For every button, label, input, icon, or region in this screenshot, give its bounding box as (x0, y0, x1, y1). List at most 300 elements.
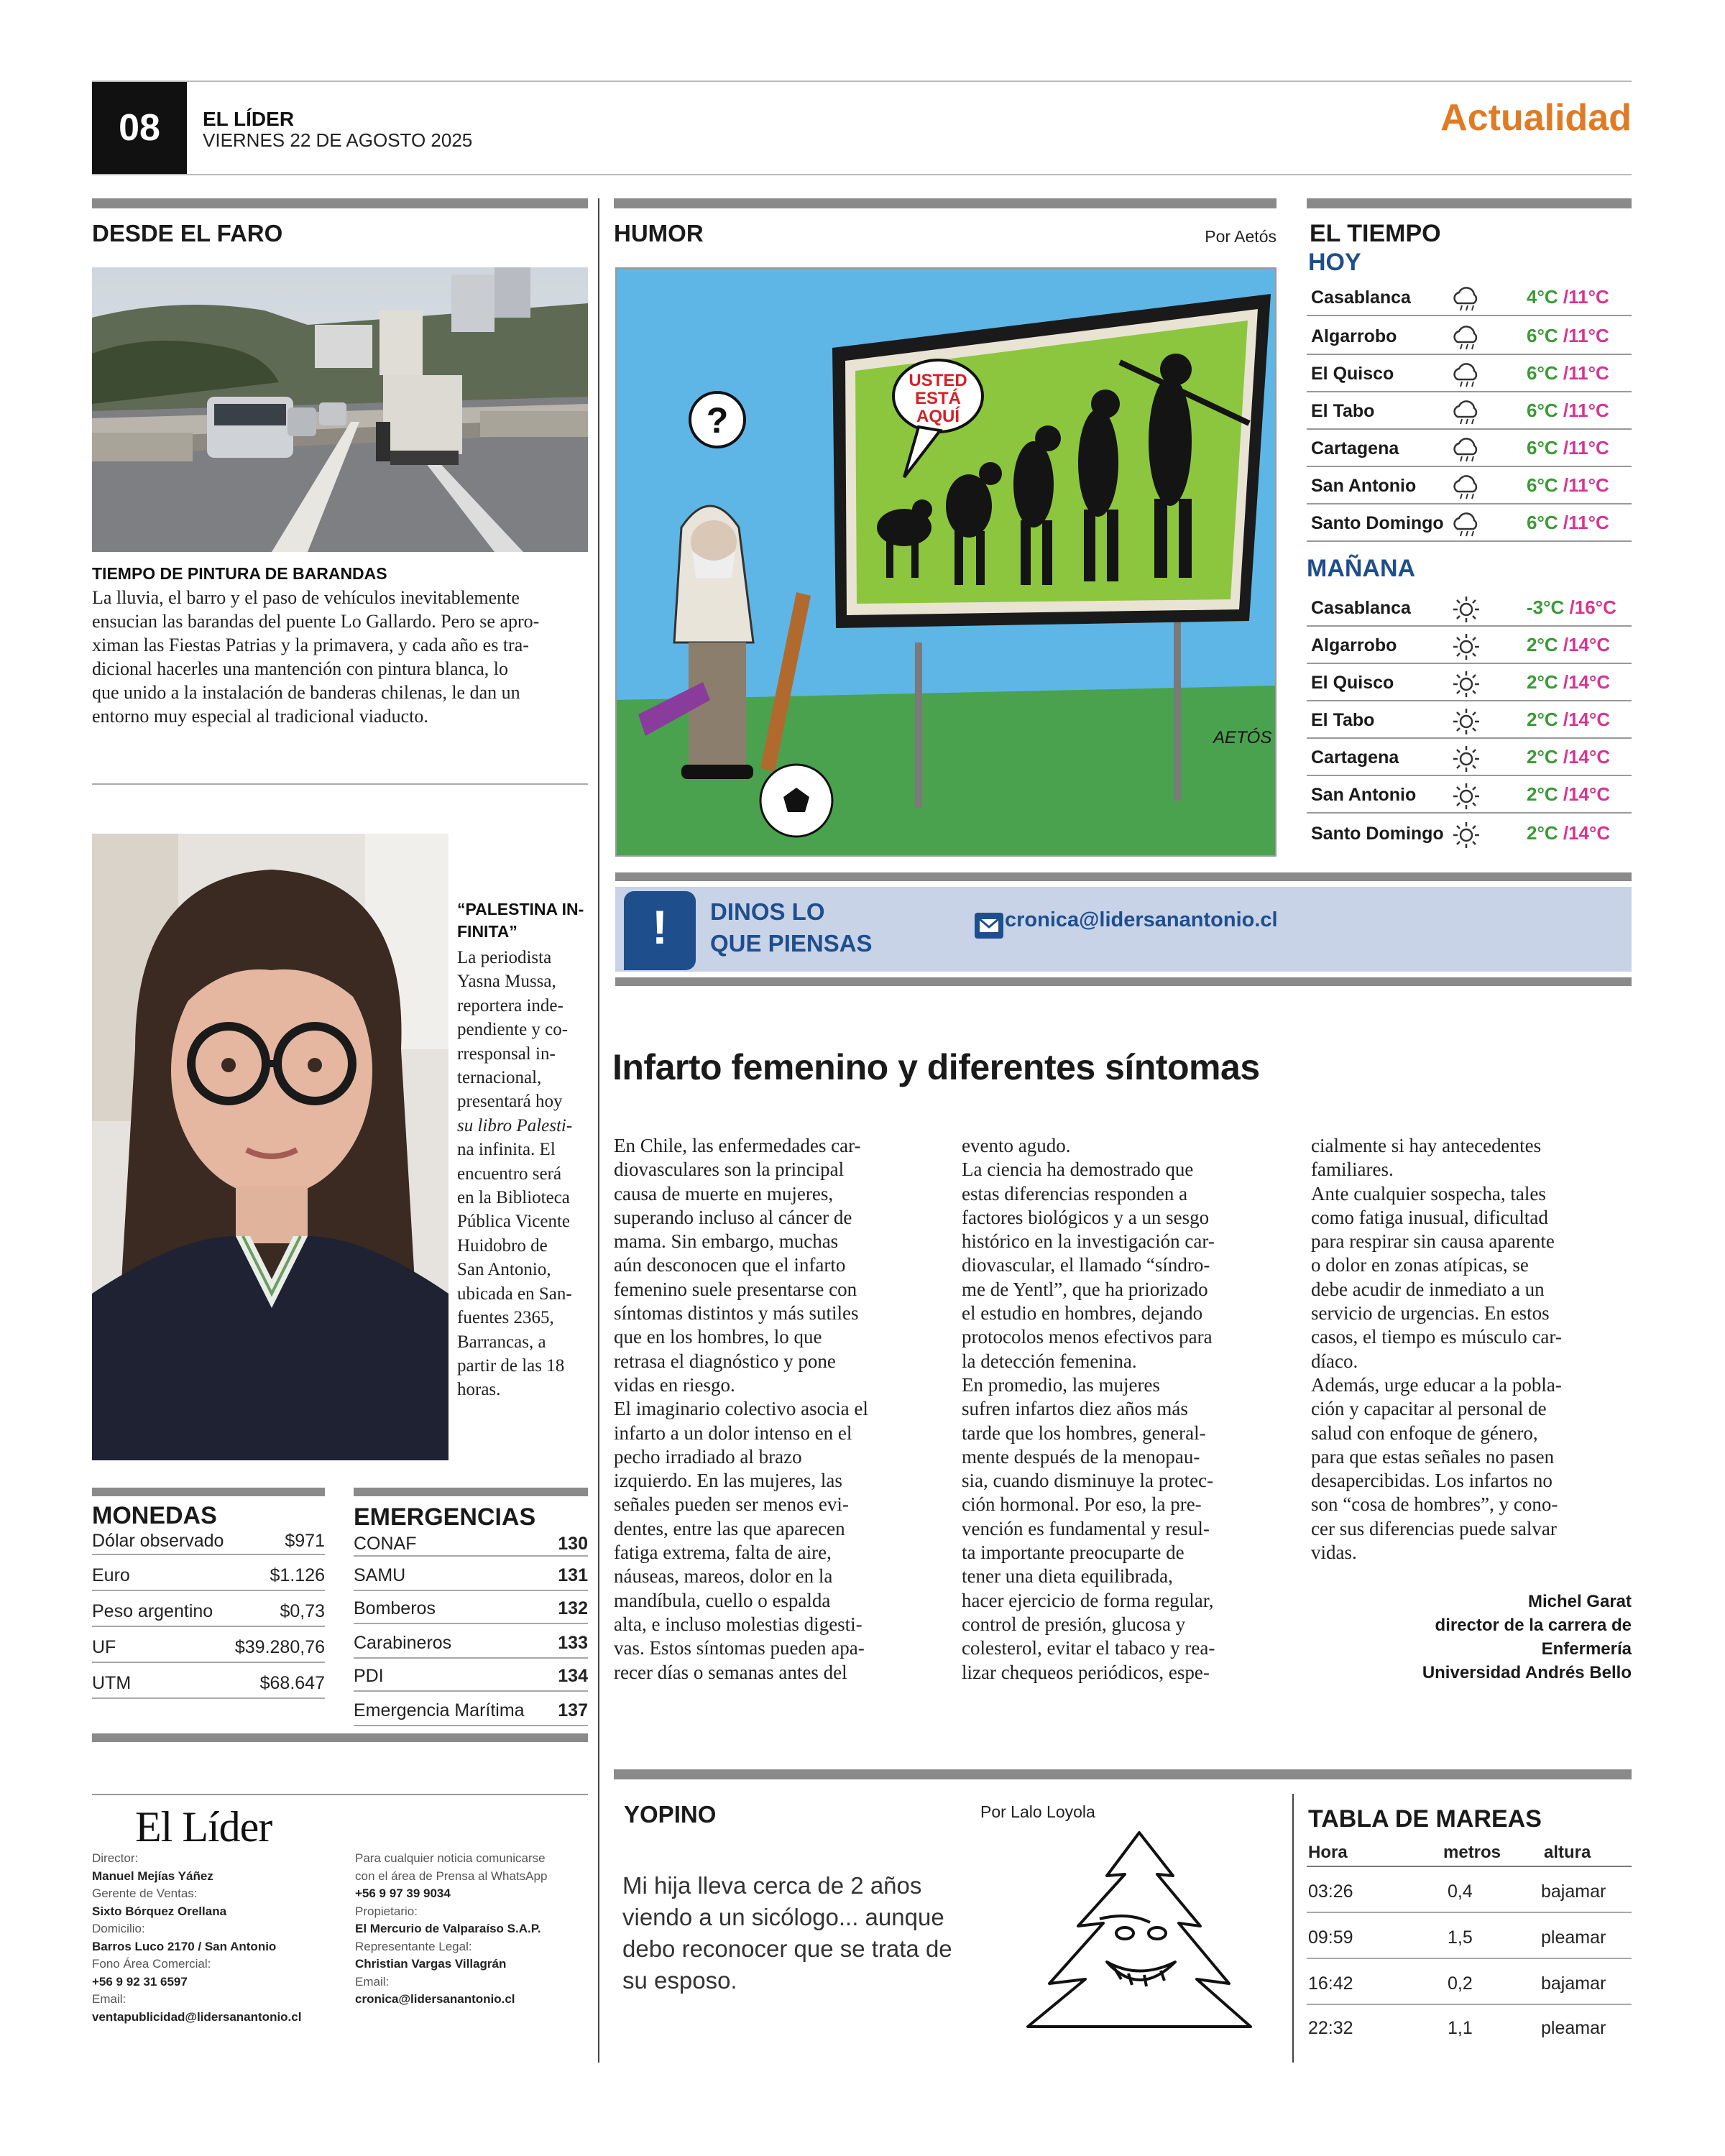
temp-max: 11°C (1568, 512, 1609, 533)
weather-city: El Quisco (1311, 673, 1394, 693)
staff-value: cronica@lidersanantonio.cl (355, 1992, 515, 2006)
staff-label: Email: (92, 1992, 126, 2006)
staff-value: Barros Luco 2170 / San Antonio (92, 1939, 277, 1953)
palestina-title-line: FINITA” (457, 922, 518, 941)
header-bottom-rule (92, 174, 1632, 175)
faro-line: ximan las Fiestas Patrias y la primavera, y cada año es tra- (92, 635, 529, 655)
weather-temp: 6°C /11°C (1527, 474, 1609, 496)
temp-max: 14°C (1568, 634, 1611, 655)
weather-city: Santo Domingo (1311, 513, 1444, 533)
tide-hora: 03:26 (1308, 1881, 1353, 1902)
article-line: pecho irradiado al brazo (614, 1445, 802, 1468)
tide-altura: bajamar (1541, 1973, 1606, 1994)
manana-label: MAÑANA (1307, 555, 1416, 582)
palestina-line: reportera inde- (457, 995, 564, 1015)
staff-logo: El Líder (135, 1803, 272, 1851)
temp-min: 6°C (1527, 400, 1558, 421)
faro-photo (92, 267, 588, 552)
weather-temp: 2°C /14°C (1527, 634, 1611, 655)
article-line: cer sus diferencias puede salvar (1311, 1517, 1557, 1539)
faro-heading: DESDE EL FARO (92, 220, 283, 247)
article-line: alta, e incluso molestias digesti- (614, 1613, 862, 1635)
temp-max: 14°C (1568, 822, 1611, 844)
faro-line: entorno muy especial al tradicional viaducto. (92, 706, 428, 727)
yopino-line: su esposo. (622, 1967, 737, 1994)
article-line: son “cosa de hombres”, y cono- (1311, 1493, 1558, 1516)
emergencias-heading: EMERGENCIAS (354, 1503, 536, 1531)
staff-label: Director: (92, 1851, 139, 1865)
monedas-row (92, 1593, 325, 1627)
rain-cloud-icon (1450, 359, 1482, 391)
temp-max: 11°C (1568, 286, 1609, 308)
weather-row (1307, 505, 1632, 542)
page-number-box (92, 82, 187, 174)
temp-min: 4°C (1527, 286, 1558, 308)
temp-min: 6°C (1527, 325, 1558, 346)
palestina-line: rresponsal in- (457, 1044, 556, 1064)
palestina-title-line: “PALESTINA IN- (457, 900, 584, 918)
temp-max: 11°C (1568, 325, 1609, 346)
weather-temp: 6°C /11°C (1527, 512, 1609, 533)
weather-city: El Tabo (1311, 710, 1375, 730)
temp-min: -3°C (1527, 596, 1565, 618)
mareas-col-hora: Hora (1308, 1843, 1348, 1862)
weather-row (1307, 776, 1632, 814)
article-line: mandíbula, cuello o espalda (614, 1589, 831, 1611)
article-line: servicio de urgencias. En estos (1311, 1302, 1550, 1325)
weather-city: El Quisco (1311, 364, 1394, 384)
emergencia-label: Bomberos (354, 1598, 436, 1618)
emergencia-number: 132 (558, 1598, 588, 1618)
palestina-line: Yasna Mussa, (457, 972, 556, 992)
author-name: Michel Garat (1527, 1592, 1632, 1611)
humor-sign-text-line: ESTÁ (914, 389, 962, 408)
emergencia-number: 133 (558, 1633, 588, 1653)
palestina-line: en la Biblioteca (457, 1188, 570, 1208)
yopino-line: viendo a un sicólogo... aunque (622, 1904, 944, 1930)
article-line: tener una dieta equilibrada, (962, 1565, 1173, 1588)
article-line: desapercibidas. Los infartos no (1311, 1470, 1552, 1492)
article-line: lizar chequeos periódicos, espe- (962, 1661, 1210, 1683)
tide-hora: 22:32 (1308, 2018, 1353, 2038)
weather-city: San Antonio (1311, 785, 1417, 805)
article-line: hacer ejercicio de forma regular, (962, 1589, 1214, 1611)
dinos-line1: DINOS LO (710, 898, 825, 925)
emergencia-row (354, 1557, 588, 1591)
article-line: mama. Sin embargo, muchas (614, 1230, 839, 1253)
rain-cloud-icon (1450, 509, 1482, 540)
article-line: díaco. (1311, 1350, 1358, 1372)
palestina-line: horas. (457, 1380, 501, 1400)
temp-min: 6°C (1527, 362, 1558, 384)
monedas-top-bar (92, 1488, 325, 1496)
temp-max: 16°C (1574, 596, 1616, 618)
issue-date: VIERNES 22 DE AGOSTO 2025 (203, 129, 473, 151)
article-line: que en los hombres, lo que (614, 1326, 822, 1348)
sun-icon (1450, 780, 1482, 812)
sun-icon (1450, 631, 1482, 663)
article-line: El imaginario colectivo asocia el (614, 1398, 868, 1420)
article-line: superando incluso al cáncer de (614, 1206, 852, 1228)
temp-max: 11°C (1568, 400, 1609, 421)
rain-cloud-icon (1450, 322, 1482, 354)
moneda-label: Peso argentino (92, 1601, 213, 1621)
faro-line: que unido a la instalación de banderas chilenas, le dan un (92, 682, 520, 703)
article-col-1 (614, 1134, 937, 1685)
temp-min: 6°C (1527, 437, 1558, 459)
article-line: cialmente si hay antecedentes (1311, 1135, 1542, 1156)
author-role-line: Enfermería (1541, 1639, 1632, 1659)
tide-altura: pleamar (1541, 1927, 1606, 1948)
tide-hora: 16:42 (1308, 1973, 1353, 1994)
moneda-label: Dólar observado (92, 1531, 224, 1551)
faro-caption-body (92, 586, 588, 728)
article-line: diovascular, el llamado “síndro- (962, 1254, 1210, 1276)
staff-label: Domicilio: (92, 1922, 145, 1935)
dinos-line2: QUE PIENSAS (710, 930, 873, 957)
article-line: debe acudir de inmediato a un (1311, 1278, 1545, 1300)
staff-right (355, 1850, 588, 2009)
faro-top-bar (92, 198, 588, 208)
moneda-value: $39.280,76 (234, 1637, 325, 1657)
staff-label: Propietario: (355, 1904, 418, 1918)
moneda-value: $68.647 (259, 1673, 325, 1693)
paper-name: EL LÍDER (203, 108, 295, 130)
tide-row (1307, 1869, 1632, 1913)
weather-temp: 4°C /11°C (1527, 286, 1609, 308)
page-number: 08 (119, 107, 160, 149)
staff-value: El Mercurio de Valparaíso S.A.P. (355, 1922, 541, 1935)
weather-temp: -3°C /16°C (1527, 596, 1616, 618)
weather-temp: 2°C /14°C (1527, 671, 1611, 693)
article-line: aún desconocen que el infarto (614, 1254, 846, 1276)
article-line: familiares. (1311, 1158, 1394, 1181)
mareas-col-metros: metros (1443, 1843, 1501, 1862)
article-line: vidas en riesgo. (614, 1373, 735, 1396)
humor-question-mark: ? (706, 400, 729, 441)
portrait-photo (92, 834, 448, 1460)
emergencia-row (354, 1692, 588, 1726)
weather-temp: 2°C /14°C (1527, 822, 1611, 844)
dinos-icon (624, 891, 696, 970)
tide-row (1307, 2005, 1632, 2050)
emergencia-label: Emergencia Marítima (354, 1700, 525, 1720)
palestina-body (457, 946, 594, 1402)
article-line: Ante cualquier sospecha, tales (1311, 1182, 1546, 1204)
weather-temp: 6°C /11°C (1527, 437, 1609, 459)
rain-cloud-icon (1450, 434, 1482, 466)
palestina-line: presentará hoy (457, 1092, 563, 1112)
staff-label: Email: (355, 1974, 390, 1989)
temp-max: 14°C (1568, 709, 1611, 730)
article-line: señales pueden ser menos evi- (614, 1493, 849, 1516)
rain-cloud-icon (1450, 397, 1482, 428)
article-line: síntomas distintos y más sutiles (614, 1302, 859, 1325)
article-line: sia, cuando disminuye la protec- (962, 1470, 1214, 1492)
article-line: el estudio en hombres, dejando (962, 1302, 1203, 1325)
article-line: náuseas, mareos, dolor en la (614, 1565, 833, 1588)
article-line: femenino suele presentarse con (614, 1278, 857, 1300)
emergencia-label: SAMU (354, 1565, 406, 1585)
moneda-label: Euro (92, 1565, 130, 1585)
dinos-email-link[interactable]: cronica@lidersanantonio.cl (1005, 908, 1278, 931)
dinos-top-bar (615, 872, 1632, 881)
temp-min: 2°C (1527, 634, 1558, 655)
staff-rule (92, 1794, 588, 1795)
tide-metros: 0,2 (1448, 1973, 1473, 1994)
weather-row (1307, 627, 1632, 664)
tide-row (1307, 1915, 1632, 1959)
article-line: La ciencia ha demostrado que (962, 1158, 1194, 1181)
emergencia-number: 131 (558, 1565, 588, 1585)
author-role-line: Universidad Andrés Bello (1422, 1663, 1632, 1682)
article-line: vención es fundamental y resul- (962, 1517, 1210, 1539)
weather-temp: 6°C /11°C (1527, 362, 1609, 384)
column-rule-left (598, 198, 599, 2063)
weather-city: San Antonio (1311, 476, 1417, 496)
mail-icon (975, 913, 1003, 939)
article-line: izquierdo. En las mujeres, las (614, 1470, 842, 1492)
faro-divider (92, 783, 588, 785)
palestina-line: ternacional, (457, 1068, 542, 1088)
author-role-line: director de la carrera de (1435, 1616, 1632, 1635)
rain-cloud-icon (1450, 471, 1482, 503)
moneda-value: $0,73 (280, 1601, 325, 1621)
weather-row (1307, 430, 1632, 467)
article-signature (1422, 1590, 1632, 1685)
mareas-top-bar (1307, 1769, 1632, 1779)
emergencia-label: Carabineros (354, 1633, 452, 1653)
temp-max: 11°C (1568, 437, 1609, 459)
article-title: Infarto femenino y diferentes síntomas (612, 1047, 1260, 1087)
temp-max: 14°C (1568, 746, 1611, 768)
tide-row (1307, 1961, 1632, 2005)
moneda-label: UTM (92, 1673, 132, 1693)
temp-max: 14°C (1568, 783, 1611, 805)
sun-icon (1450, 743, 1482, 775)
tide-metros: 1,1 (1448, 2018, 1473, 2038)
article-line: como fatiga inusual, dificultad (1311, 1206, 1548, 1228)
tide-altura: bajamar (1541, 1881, 1606, 1902)
humor-signature: AETÓS (1213, 728, 1272, 747)
staff-label: Gerente de Ventas: (92, 1886, 198, 1900)
yopino-line: debo reconocer que se trata de (622, 1935, 952, 1962)
faro-line: dicional hacerles una mantención con pintura blanca, lo (92, 658, 508, 679)
temp-min: 2°C (1527, 822, 1558, 844)
article-line: retrasa el diagnóstico y pone (614, 1350, 836, 1372)
emergencia-label: PDI (354, 1666, 384, 1686)
weather-row (1307, 467, 1632, 505)
sun-icon (1450, 668, 1482, 700)
palestina-line: ubicada en San- (457, 1284, 572, 1304)
tide-altura: pleamar (1541, 2018, 1606, 2038)
weather-row (1307, 664, 1632, 701)
article-line: casos, el tiempo es músculo car- (1311, 1326, 1562, 1348)
emergencias-top-bar (354, 1488, 588, 1496)
yopino-heading: YOPINO (624, 1801, 717, 1828)
emergencia-row (354, 1624, 588, 1659)
rain-cloud-icon (1450, 283, 1482, 315)
tide-metros: 0,4 (1448, 1881, 1473, 1902)
weather-temp: 2°C /14°C (1527, 783, 1611, 805)
emergencia-row (354, 1525, 588, 1557)
article-line: vidas. (1311, 1542, 1357, 1564)
weather-city: El Tabo (1311, 401, 1375, 421)
weather-city: Casablanca (1311, 287, 1411, 308)
staff-intro: con el área de Prensa al WhatsApp (355, 1869, 548, 1883)
staff-left (92, 1850, 351, 2026)
temp-min: 2°C (1527, 709, 1558, 730)
article-line: salud con enfoque de género, (1311, 1422, 1538, 1444)
mareas-col-altura: altura (1544, 1843, 1591, 1862)
palestina-line: San Antonio, (457, 1260, 551, 1280)
weather-city: Algarrobo (1311, 326, 1397, 346)
article-line: para respirar sin causa aparente (1311, 1230, 1555, 1253)
exclamation-icon: ! (652, 900, 668, 954)
article-line: En Chile, las enfermedades car- (614, 1135, 861, 1156)
article-line: o dolor en zonas atípicas, se (1311, 1254, 1529, 1276)
monedas-row (92, 1664, 325, 1699)
emergencia-row (354, 1590, 588, 1624)
column-rule-right (1292, 1794, 1294, 2063)
staff-value: Manuel Mejías Yáñez (92, 1869, 213, 1883)
temp-max: 11°C (1568, 362, 1609, 384)
article-line: sufren infartos diez años más (962, 1398, 1188, 1420)
article-line: protocolos menos efectivos para (962, 1326, 1213, 1348)
palestina-line: Huidobro de (457, 1235, 548, 1256)
left-bottom-bar (92, 1733, 588, 1742)
article-line: la detección femenina. (962, 1350, 1137, 1372)
weather-temp: 2°C /14°C (1527, 746, 1611, 768)
monedas-heading: MONEDAS (92, 1502, 217, 1529)
palestina-line: encuentro será (457, 1164, 562, 1184)
humor-sign-text-line: AQUÍ (916, 407, 960, 426)
article-line: ción hormonal. Por eso, la pre- (962, 1493, 1202, 1516)
article-line: factores biológicos y a un sesgo (962, 1206, 1210, 1228)
yopino-tree-illustration (1021, 1825, 1258, 2034)
sun-icon (1450, 819, 1482, 851)
monedas-row (92, 1628, 325, 1663)
yopino-text (622, 1870, 952, 1996)
palestina-line: su libro Palesti- (457, 1115, 573, 1135)
temp-max: 14°C (1568, 671, 1611, 693)
staff-intro: Para cualquier noticia comunicarse (355, 1851, 546, 1865)
humor-heading: HUMOR (614, 220, 704, 247)
monedas-row (92, 1522, 325, 1555)
staff-label: Representante Legal: (355, 1939, 472, 1953)
article-line: vas. Estos síntomas pueden apa- (614, 1637, 865, 1659)
staff-value: +56 9 92 31 6597 (92, 1974, 188, 1989)
weather-row (1307, 701, 1632, 739)
article-line: En promedio, las mujeres (962, 1373, 1160, 1396)
palestina-line: na infinita. El (457, 1140, 556, 1160)
article-line: control de presión, glucosa y (962, 1613, 1186, 1635)
weather-row (1307, 355, 1632, 392)
emergencia-number: 134 (558, 1666, 588, 1686)
palestina-line: pendiente y co- (457, 1020, 569, 1040)
emergencia-number: 130 (558, 1534, 588, 1554)
staff-value: +56 9 97 39 9034 (355, 1886, 451, 1900)
staff-value: Sixto Bórquez Orellana (92, 1904, 227, 1918)
yopino-byline: Por Lalo Loyola (980, 1802, 1095, 1821)
temp-min: 2°C (1527, 746, 1558, 768)
article-line: ción y capacitar al personal de (1311, 1398, 1547, 1420)
temp-min: 6°C (1527, 474, 1558, 496)
humor-top-bar (614, 198, 1276, 208)
emergencia-number: 137 (558, 1700, 588, 1720)
palestina-line: La periodista (457, 948, 552, 967)
staff-label: Fono Área Comercial: (92, 1957, 211, 1971)
tide-hora: 09:59 (1308, 1927, 1353, 1948)
moneda-value: $1.126 (270, 1565, 325, 1585)
weather-city: Cartagena (1311, 438, 1399, 459)
dinos-banner (615, 887, 1632, 972)
tiempo-top-bar (1307, 198, 1632, 208)
humor-sign-text-line: USTED (908, 371, 967, 390)
temp-min: 2°C (1527, 783, 1558, 805)
article-line: estas diferencias responden a (962, 1182, 1188, 1204)
weather-row (1307, 589, 1632, 627)
article-line: mente después de la menopau- (962, 1445, 1200, 1468)
faro-line: La lluvia, el barro y el paso de vehículos inevitablemente (92, 587, 520, 608)
weather-temp: 6°C /11°C (1527, 400, 1609, 421)
article-line: para que estas señales no pasen (1311, 1445, 1555, 1468)
article-line: dentes, entre las que aparecen (614, 1517, 845, 1539)
humor-byline: Por Aetós (1205, 227, 1276, 246)
weather-row (1307, 739, 1632, 776)
tide-metros: 1,5 (1448, 1927, 1473, 1948)
temp-min: 2°C (1527, 671, 1558, 693)
weather-city: Santo Domingo (1311, 824, 1444, 844)
temp-min: 6°C (1527, 512, 1558, 533)
article-line: evento agudo. (962, 1135, 1071, 1156)
emergencia-label: CONAF (354, 1534, 417, 1554)
palestina-title (457, 898, 601, 943)
temp-max: 11°C (1568, 474, 1609, 496)
article-line: histórico en la investigación car- (962, 1230, 1215, 1253)
faro-line: ensucian las barandas del puente Lo Gallardo. Pero se apro- (92, 611, 540, 632)
top-rule (92, 80, 1632, 82)
section-title: Actualidad (1440, 97, 1632, 139)
mareas-header (1307, 1838, 1632, 1867)
weather-row (1307, 815, 1632, 852)
article-line: Además, urge educar a la pobla- (1311, 1373, 1562, 1396)
humor-cartoon (615, 267, 1276, 857)
weather-temp: 6°C /11°C (1527, 325, 1609, 346)
palestina-line: partir de las 18 (457, 1355, 565, 1376)
article-line: ta importante preocuparte de (962, 1542, 1184, 1564)
dinos-bottom-bar (615, 977, 1632, 986)
sun-icon (1450, 706, 1482, 737)
sun-icon (1450, 594, 1482, 625)
weather-row (1307, 318, 1632, 355)
yopino-line: Mi hija lleva cerca de 2 años (622, 1872, 922, 1899)
weather-city: Algarrobo (1311, 635, 1397, 655)
article-col-3 (1311, 1134, 1634, 1565)
article-line: diovasculares son la principal (614, 1158, 845, 1181)
palestina-line: fuentes 2365, (457, 1308, 554, 1328)
weather-row (1307, 392, 1632, 430)
weather-temp: 2°C /14°C (1527, 709, 1611, 730)
emergencia-row (354, 1657, 588, 1692)
article-col-2 (962, 1134, 1285, 1685)
weather-city: Cartagena (1311, 747, 1399, 768)
moneda-label: UF (92, 1637, 116, 1657)
faro-caption-title: TIEMPO DE PINTURA DE BARANDAS (92, 564, 387, 583)
moneda-value: $971 (285, 1531, 325, 1551)
monedas-row (92, 1557, 325, 1591)
staff-value: Christian Vargas Villagrán (355, 1957, 507, 1971)
